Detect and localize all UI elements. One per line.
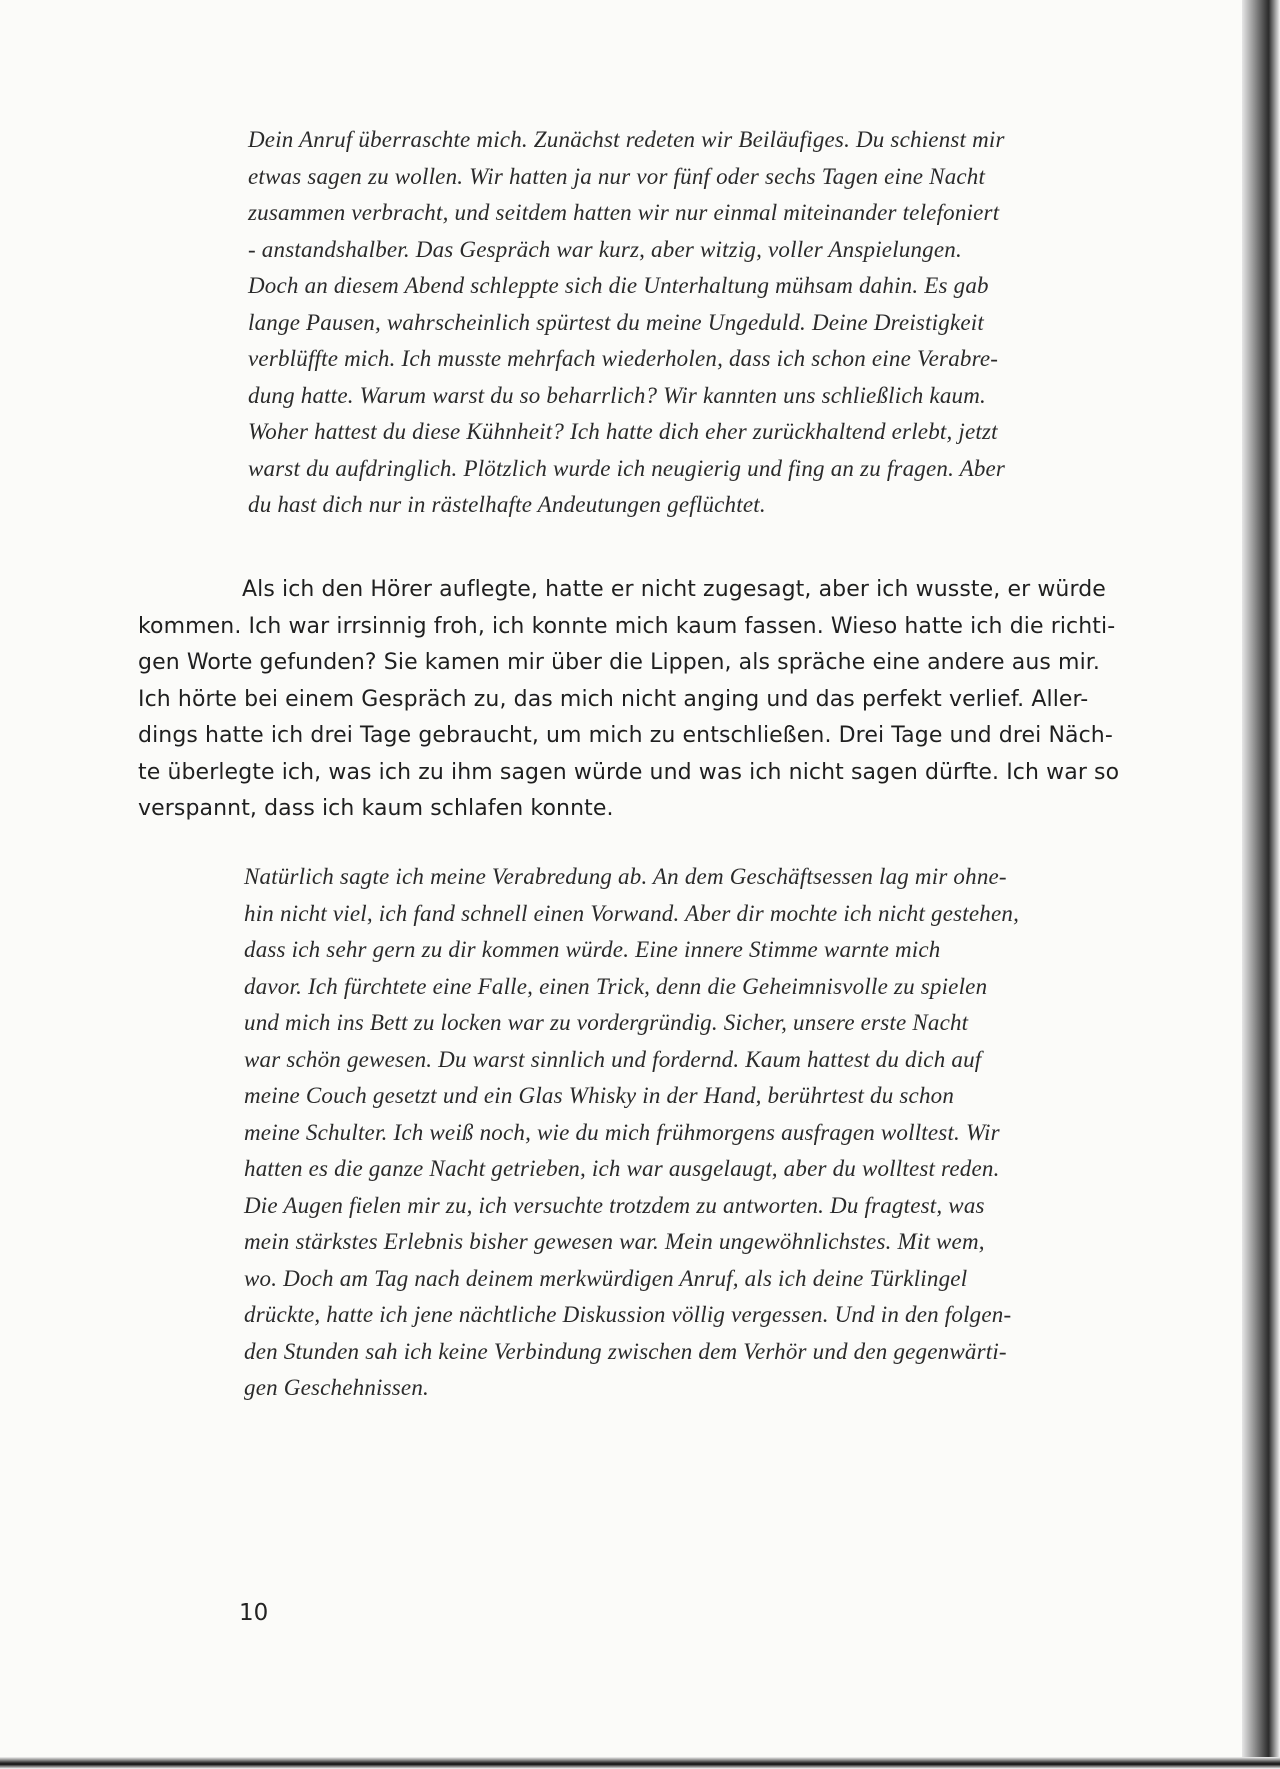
page-number: 10 (239, 1600, 269, 1626)
text-line: dung hatte. Warum warst du so beharrlich? Wir kannten uns schließlich kaum. (248, 382, 986, 408)
text-line: te überlegte ich, was ich zu ihm sagen würde und was ich nicht sagen dürfte. Ich war so (138, 759, 1120, 785)
text-line: warst du aufdringlich. Plötzlich wurde ich neugierig und fing an zu fragen. Aber (248, 455, 1006, 481)
text-line: meine Schulter. Ich weiß noch, wie du mich frühmorgens ausfragen wolltest. Wir (244, 1119, 1000, 1145)
text-line: hin nicht viel, ich fand schnell einen Vorwand. Aber dir mochte ich nicht gestehen, (244, 900, 1020, 926)
text-line: davor. Ich fürchtete eine Falle, einen Trick, denn die Geheimnisvolle zu spielen (244, 973, 988, 999)
text-line: etwas sagen zu wollen. Wir hatten ja nur vor fünf oder sechs Tagen eine Nacht (248, 163, 986, 189)
book-spine-shadow (1242, 0, 1280, 1769)
text-line: - anstandshalber. Das Gespräch war kurz, aber witzig, voller Anspielungen. (248, 236, 962, 262)
text-line: mein stärkstes Erlebnis bisher gewesen war. Mein ungewöhnlichstes. Mit wem, (244, 1229, 985, 1254)
text-line: hatten es die ganze Nacht getrieben, ich war ausgelaugt, aber du wolltest reden. (244, 1156, 1000, 1181)
text-line: meine Couch gesetzt und ein Glas Whisky in der Hand, berührtest du schon (244, 1083, 955, 1108)
text-line: kommen. Ich war irrsinnig froh, ich konnte mich kaum fassen. Wieso hatte ich die richti- (138, 613, 1116, 639)
paragraph-italic-3 (244, 859, 1019, 1407)
text-line: verblüffte mich. Ich musste mehrfach wiederholen, dass ich schon eine Verabre- (248, 346, 999, 371)
text-line: dings hatte ich drei Tage gebraucht, um mich zu entschließen. Drei Tage und drei Näch- (138, 723, 1113, 748)
text-line: Doch an diesem Abend schleppte sich die Unterhaltung mühsam dahin. Es gab (248, 273, 989, 298)
text-line: Als ich den Hörer auflegte, hatte er nicht zugesagt, aber ich wusste, er würde (242, 577, 1106, 602)
text-line: verspannt, dass ich kaum schlafen konnte. (138, 796, 614, 821)
text-line: drückte, hatte ich jene nächtliche Diskussion völlig vergessen. Und in den folgen- (244, 1302, 1012, 1327)
text-line: und mich ins Bett zu locken war zu vordergründig. Sicher, unsere erste Nacht (244, 1010, 969, 1035)
text-line: war schön gewesen. Du warst sinnlich und fordernd. Kaum hattest du dich auf (244, 1046, 982, 1072)
text-line: zusammen verbracht, und seitdem hatten wir nur einmal miteinander telefoniert (248, 200, 1000, 225)
text-line: gen Geschehnissen. (244, 1375, 429, 1400)
paragraph-italic-1 (248, 122, 1005, 524)
text-line: wo. Doch am Tag nach deinem merkwürdigen Anruf, als ich deine Türklingel (244, 1265, 968, 1291)
text-line: Dein Anruf überraschte mich. Zunächst redeten wir Beiläufiges. Du schienst mir (248, 127, 1005, 152)
text-line: Ich hörte bei einem Gespräch zu, das mich nicht anging und das perfekt verlief. Aller- (138, 686, 1089, 712)
text-line: den Stunden sah ich keine Verbindung zwischen dem Verhör und den gegenwärti- (244, 1338, 1007, 1364)
text-line: dass ich sehr gern zu dir kommen würde. Eine innere Stimme warnte mich (244, 937, 941, 962)
text-line: Woher hattest du diese Kühnheit? Ich hatte dich eher zurückhaltend erlebt, jetzt (248, 419, 998, 444)
text-line: lange Pausen, wahrscheinlich spürtest du meine Ungeduld. Deine Dreistigkeit (248, 309, 984, 335)
text-line: gen Worte gefunden? Sie kamen mir über die Lippen, als spräche eine andere aus mir. (138, 650, 1101, 675)
text-line: Die Augen fielen mir zu, ich versuchte trotzdem zu antworten. Du fragtest, was (244, 1192, 985, 1218)
text-line: Natürlich sagte ich meine Verabredung ab. An dem Geschäftsessen lag mir ohne- (244, 864, 1007, 889)
text-line: du hast dich nur in rästelhafte Andeutungen geflüchtet. (248, 492, 766, 517)
paragraph-roman-2 (138, 572, 1119, 828)
page-bottom-edge (0, 1757, 1280, 1769)
